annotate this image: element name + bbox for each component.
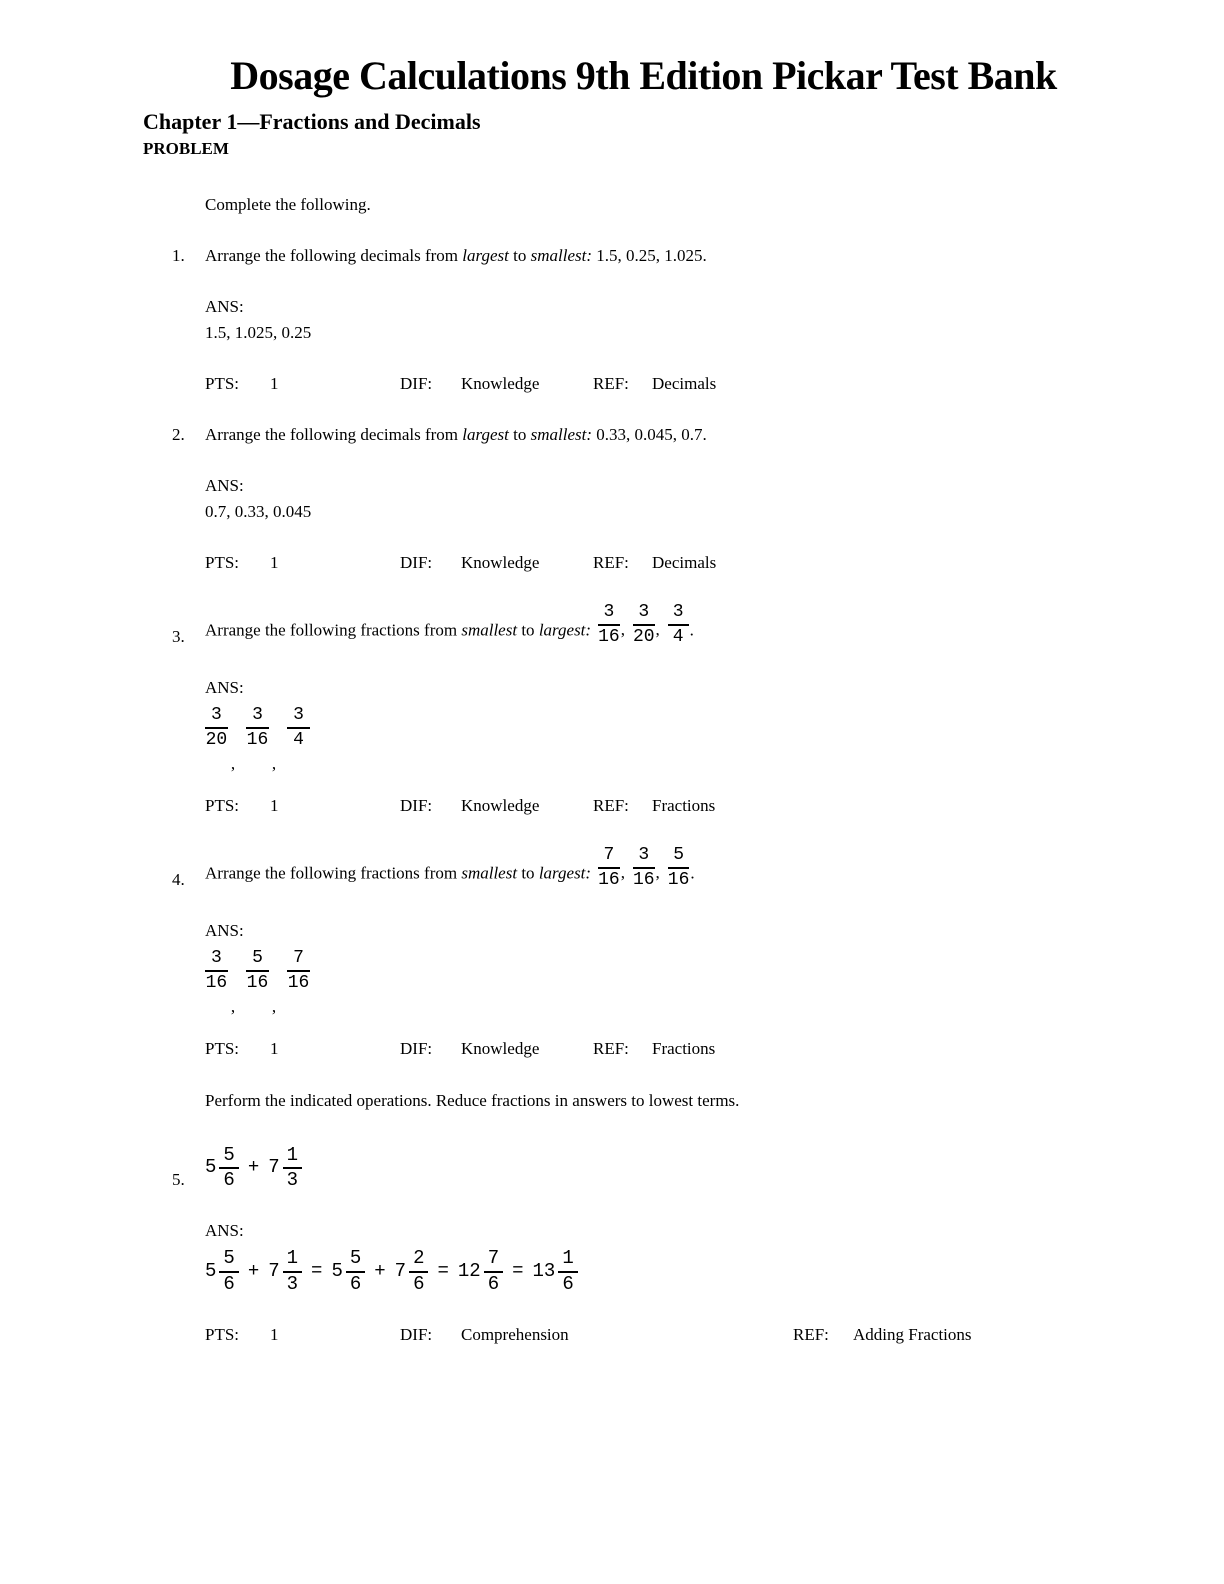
emphasis-word: largest: [538,620,592,640]
fraction [287,947,310,996]
period: . [689,620,694,640]
fraction-numerator: 3 [633,844,655,869]
answer-block-1 [205,294,1144,346]
fraction-numerator: 3 [633,601,655,626]
answer-text: 1.5, 1.025, 0.25 [205,323,312,342]
question-4 [143,844,1144,893]
fraction-denominator: 4 [672,627,684,648]
fraction-denominator: 16 [287,972,310,993]
pts-label: PTS: [205,1038,240,1058]
question-text [205,422,1144,448]
fraction [633,844,655,893]
math-expression [205,1144,302,1194]
emphasis-word: smallest [461,620,518,640]
fraction [283,1247,302,1297]
fraction-denominator: 16 [598,870,620,891]
answer-fractions [205,947,1144,1016]
answer-label: ANS: [205,677,244,697]
fraction-denominator: 6 [413,1272,425,1295]
pts-row-2 [143,550,1144,576]
whole-number: 5 [205,1156,217,1179]
math-expression [205,1247,578,1297]
fraction [409,1247,428,1297]
question-1 [143,243,1144,269]
mixed-number [331,1247,365,1297]
fraction-denominator: 6 [562,1272,574,1295]
pts-row-5 [143,1322,1144,1348]
fraction [205,947,228,996]
answer-block-5 [205,1218,1144,1297]
fraction [484,1247,503,1297]
emphasis-word: smallest: [530,246,593,265]
question-number: 3. [172,626,185,646]
question-text-fragment: to [508,425,531,444]
mixed-number [205,1247,239,1297]
answer-block-4 [205,918,1144,1016]
fraction-numerator: 3 [246,704,269,729]
ref-value: Adding Fractions [853,1324,972,1344]
fraction-denominator: 16 [246,972,269,993]
operator: + [374,1259,386,1282]
comma: , [230,996,236,1016]
pts-value: 1 [270,374,279,393]
dif-value: Knowledge [461,553,540,572]
chapter-heading: Chapter 1—Fractions and Decimals [143,109,481,134]
mixed-number [533,1247,578,1297]
dif-label: DIF: [400,553,433,572]
fraction-numerator: 5 [219,1144,238,1170]
comma: , [620,863,625,883]
emphasis-word: smallest [461,863,518,883]
pts-row-4 [143,1036,1144,1062]
period: . [690,863,695,883]
fraction-denominator: 6 [223,1272,235,1295]
emphasis-word: largest: [538,863,592,883]
pts-label: PTS: [205,374,240,393]
question-text [205,243,1144,269]
mixed-number [458,1247,503,1297]
fraction-denominator: 16 [632,870,655,891]
comma: , [655,863,660,883]
fraction-numerator: 3 [287,704,310,729]
question-number: 4. [172,869,185,889]
operator: + [247,1259,260,1282]
dif-value: Knowledge [461,795,540,815]
document-title: Dosage Calculations 9th Edition Pickar Test Bank [230,53,1057,98]
fraction-numerator: 1 [283,1247,302,1273]
fraction-numerator: 7 [484,1247,503,1273]
answer-label: ANS: [205,1221,244,1241]
fraction-denominator: 3 [286,1272,299,1295]
operator: = [437,1259,449,1282]
question-text-fragment: 0.33, 0.045, 0.7. [592,425,707,444]
fraction-numerator: 2 [409,1247,428,1273]
ref-value: Decimals [652,374,717,393]
answer-label: ANS: [205,920,244,940]
fraction [219,1247,238,1297]
answer-fractions [205,704,1144,773]
directions-text: Perform the indicated operations. Reduce fractions in answers to lowest terms. [205,1090,740,1110]
whole-number: 13 [532,1259,556,1282]
question-text-fragment: to [517,863,539,883]
pts-label: PTS: [205,1324,240,1344]
fraction [668,844,690,893]
pts-row-1 [143,371,1144,397]
question-text-fragment: to [517,620,539,640]
question-text-fragment: Arrange the following decimals from [205,425,463,444]
pts-label: PTS: [205,795,240,815]
fraction-numerator: 3 [205,947,228,972]
fraction-numerator: 3 [598,601,620,626]
fraction [283,1144,302,1194]
question-number: 2. [172,425,185,444]
fraction-numerator: 5 [346,1247,365,1273]
pts-value: 1 [270,553,279,572]
mixed-number [268,1144,302,1194]
ref-label: REF: [793,1324,829,1344]
fraction [205,704,228,753]
fraction-denominator: 6 [223,1169,235,1192]
question-number: 5. [172,1170,185,1190]
question-text [205,601,1144,650]
ref-value: Fractions [652,1038,716,1058]
problem-section-heading: PROBLEM [143,139,229,158]
operator: + [247,1156,260,1179]
mixed-number [268,1247,302,1297]
pts-value: 1 [270,795,279,815]
fraction [219,1144,238,1194]
ref-label: REF: [593,1038,629,1058]
question-text-fragment: Arrange the following fractions from [205,863,462,883]
fraction [287,704,310,753]
answer-label: ANS: [205,476,244,495]
dif-label: DIF: [400,1038,433,1058]
question-text-fragment: Arrange the following decimals from [205,246,463,265]
dif-label: DIF: [400,1324,433,1344]
pts-value: 1 [270,1324,279,1344]
mixed-number [395,1247,429,1297]
comma: , [655,620,660,640]
fraction [246,947,269,996]
question-text-fragment: 1.5, 0.25, 1.025. [592,246,707,265]
ref-value: Decimals [652,553,717,572]
fraction [598,601,620,650]
answer-block-2 [205,473,1144,525]
fraction-denominator: 4 [293,730,304,751]
whole-number: 5 [205,1259,217,1282]
emphasis-word: smallest: [530,425,593,444]
fraction [598,844,620,893]
fraction [346,1247,365,1297]
fraction-denominator: 3 [286,1169,299,1192]
question-text-fragment: Arrange the following fractions from [205,620,462,640]
whole-number: 7 [268,1156,280,1179]
ref-label: REF: [593,553,629,572]
question-2 [143,422,1144,448]
fraction-numerator: 5 [246,947,269,972]
emphasis-word: largest [462,425,509,444]
comma: , [271,753,277,773]
dif-value: Knowledge [461,1038,540,1058]
fraction-denominator: 20 [205,730,228,751]
dif-value: Comprehension [461,1324,569,1344]
dif-value: Knowledge [461,374,540,393]
fraction [633,601,655,650]
intro-text: Complete the following. [205,195,371,214]
fraction-numerator: 5 [219,1247,238,1273]
question-5 [143,1144,1144,1194]
operator: = [311,1259,323,1282]
comma: , [271,996,277,1016]
fraction-numerator: 1 [283,1144,302,1170]
question-text [205,844,1144,893]
fraction-denominator: 6 [349,1272,362,1295]
answer-label: ANS: [205,297,244,316]
fraction-numerator: 7 [598,844,620,869]
whole-number: 7 [394,1259,407,1282]
question-3 [143,601,1144,650]
fraction-denominator: 16 [205,972,228,993]
fraction-denominator: 6 [487,1272,500,1295]
fraction [246,704,269,753]
question-text-fragment: to [508,246,531,265]
whole-number: 5 [331,1259,343,1282]
question-number: 1. [172,246,185,265]
fraction [558,1247,577,1297]
mixed-number [205,1144,239,1194]
ref-label: REF: [593,795,629,815]
fraction-numerator: 1 [558,1247,577,1273]
pts-row-3 [143,793,1144,819]
whole-number: 12 [457,1259,481,1282]
comma: , [230,753,236,773]
fraction-denominator: 16 [598,627,620,648]
fraction-denominator: 16 [667,870,690,891]
answer-equation [205,1247,1144,1297]
fraction [668,601,689,650]
whole-number: 7 [268,1259,280,1282]
ref-label: REF: [593,374,629,393]
answer-block-3 [205,675,1144,773]
fraction-denominator: 20 [632,627,655,648]
pts-value: 1 [270,1038,279,1058]
dif-label: DIF: [400,374,433,393]
fraction-numerator: 3 [668,601,689,626]
comma: , [620,620,625,640]
pts-label: PTS: [205,553,240,572]
fraction-denominator: 16 [246,730,269,751]
fraction-numerator: 3 [205,704,228,729]
dif-label: DIF: [400,795,433,815]
emphasis-word: largest [462,246,509,265]
answer-text: 0.7, 0.33, 0.045 [205,502,312,521]
fraction-numerator: 7 [287,947,310,972]
ref-value: Fractions [652,795,716,815]
operator: = [512,1259,524,1282]
fraction-numerator: 5 [668,844,690,869]
